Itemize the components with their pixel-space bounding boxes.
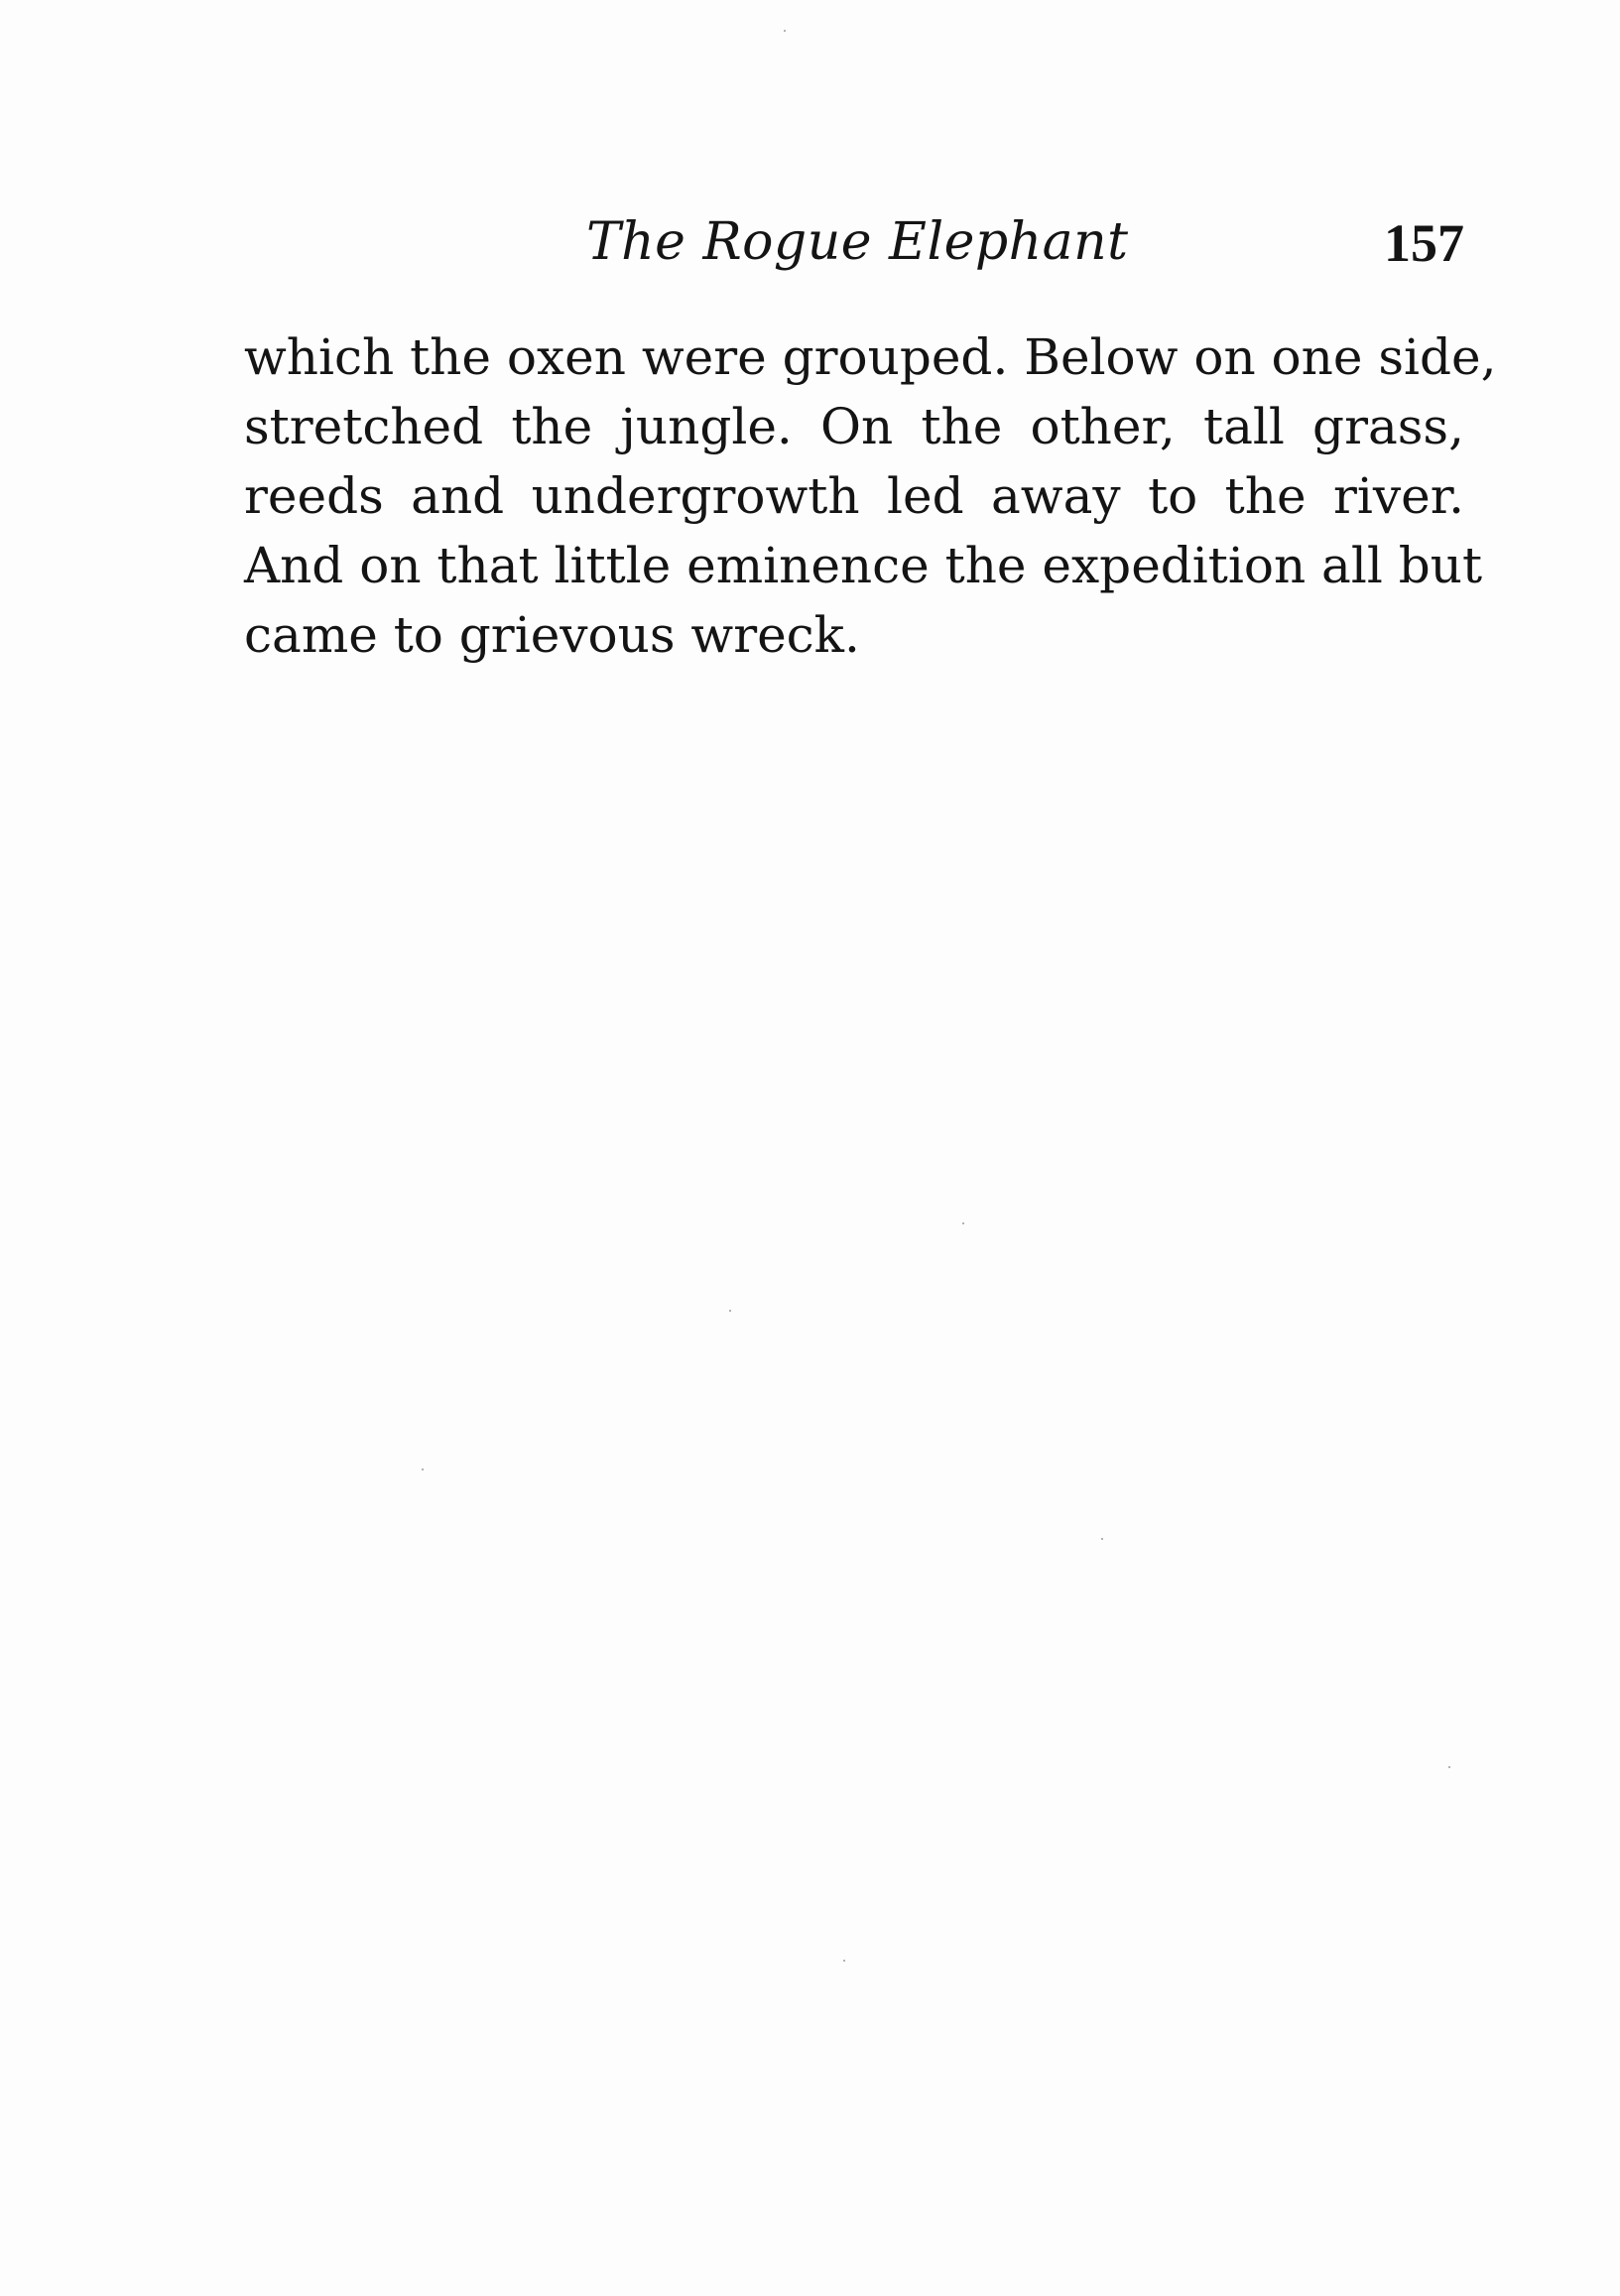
running-header [244, 208, 1464, 278]
body-paragraph [244, 322, 1497, 670]
scan-speck [784, 30, 786, 32]
text-line: And on that little eminence the expedition all but [244, 537, 1483, 594]
scan-speck [962, 1222, 964, 1224]
text-line: stretched the jungle. On the other, tall grass, [244, 398, 1464, 455]
scan-speck [1101, 1538, 1103, 1540]
running-title: The Rogue Elephant [586, 212, 1129, 272]
scan-speck [422, 1468, 424, 1470]
text-line: reeds and undergrowth led away to the river. [244, 467, 1464, 525]
text-line: which the oxen were grouped. Below on one side, [244, 328, 1497, 386]
scan-speck [843, 1960, 845, 1962]
page-number: 157 [1384, 213, 1464, 273]
scan-speck [1448, 1766, 1450, 1768]
scan-speck [729, 1310, 731, 1312]
text-line: came to grievous wreck. [244, 606, 860, 664]
